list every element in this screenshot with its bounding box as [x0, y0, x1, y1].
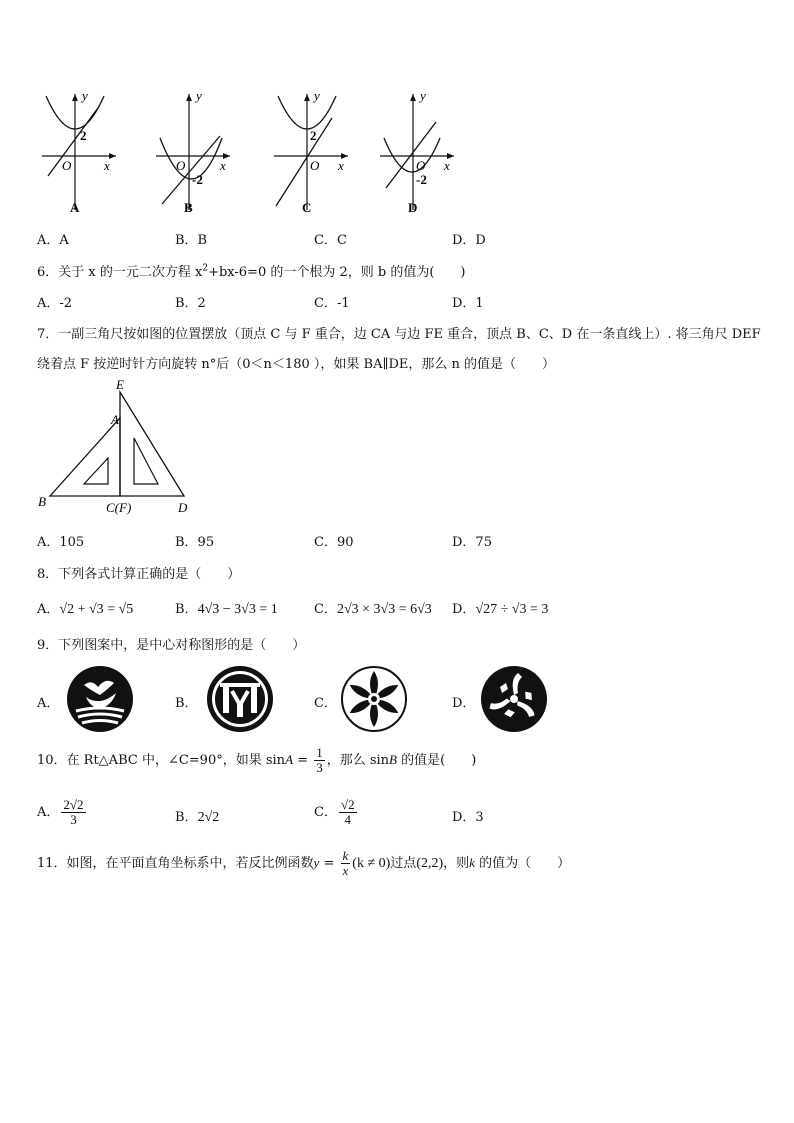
- q8-option-a[interactable]: A．√2 + √3 = √5: [37, 602, 134, 617]
- y-axis-label: y: [196, 88, 202, 103]
- emblem-b-icon: [206, 665, 274, 737]
- label-d: D: [178, 500, 188, 515]
- q9-option-d[interactable]: D．: [452, 696, 476, 711]
- q6-option-b[interactable]: B．2: [175, 296, 206, 311]
- q6-option-d[interactable]: D．1: [452, 296, 484, 311]
- triangle-figure: [36, 378, 206, 518]
- graph-a: [38, 88, 148, 218]
- graph-letter: B: [184, 200, 193, 215]
- q9-option-c[interactable]: C．: [314, 696, 337, 711]
- q6-option-c[interactable]: C．-1: [314, 296, 350, 311]
- q7-option-d[interactable]: D．75: [452, 535, 492, 550]
- q10-option-c[interactable]: C． $\frac{√2}{4}$: [314, 797, 355, 827]
- intercept-label: 2: [80, 128, 87, 143]
- x-axis-label: x: [444, 158, 450, 173]
- q5-option-a[interactable]: A．A: [37, 233, 69, 248]
- y-axis-label: y: [420, 88, 426, 103]
- x-axis-label: x: [104, 158, 110, 173]
- q8-option-b[interactable]: B．4√3 − 3√3 = 1: [175, 602, 278, 617]
- origin-label: O: [62, 158, 72, 173]
- y-axis-label: y: [82, 88, 88, 103]
- q9-option-a[interactable]: A．: [37, 696, 60, 711]
- q8-option-c[interactable]: C．2√3 × 3√3 = 6√3: [314, 602, 432, 617]
- q10-stem: 10．在 Rt△ABC 中，∠C=90°，如果 sinA = $\frac{1}{3}$ ，那么 sinB 的值是( ): [37, 745, 477, 775]
- q10-option-d[interactable]: D．3: [452, 810, 484, 825]
- graph-letter: C: [302, 200, 312, 215]
- q6-stem: 6．关于 x 的一元二次方程 $x^2+bx-6=0$ 的一个根为 2，则 b 的值为( ): [37, 263, 466, 280]
- graph-b: [152, 88, 262, 218]
- x-axis-label: x: [220, 158, 226, 173]
- label-b: B: [38, 494, 46, 509]
- q9-option-b[interactable]: B．: [175, 696, 198, 711]
- intercept-label: 2: [310, 128, 317, 143]
- graph-d: [376, 88, 486, 218]
- q7-stem-line1: 7．一副三角尺按如图的位置摆放（顶点 C 与 F 重合，边 CA 与边 FE 重合，顶点 B、C、D 在一条直线上）. 将三角尺 DEF: [37, 327, 761, 342]
- y-axis-label: y: [314, 88, 320, 103]
- label-e: E: [116, 378, 124, 392]
- q10-option-a[interactable]: A． $\frac{2√2}{3}$: [37, 797, 84, 827]
- intercept-label: -2: [192, 172, 203, 187]
- emblem-d-icon: [480, 665, 548, 737]
- origin-label: O: [176, 158, 186, 173]
- graph-letter: D: [408, 200, 418, 215]
- label-cf: C(F): [106, 500, 132, 515]
- label-a: A: [111, 412, 119, 427]
- origin-label: O: [310, 158, 320, 173]
- q11-stem: 11．如图，在平面直角坐标系中，若反比例函数y = $\frac{k}{x}$ (k ≠ 0)过点(2,2)，则k 的值为（ ）: [37, 848, 571, 878]
- q7-stem-line2: 绕着点 F 按逆时针方向旋转 n°后（0＜n＜180 ），如果 BA∥DE，那么 n 的值是（ ）: [37, 357, 556, 372]
- emblem-c-icon: [340, 665, 408, 737]
- q7-option-b[interactable]: B．95: [175, 535, 215, 550]
- graph-c: [270, 88, 380, 218]
- q7-option-c[interactable]: C．90: [314, 535, 354, 550]
- q5-option-c[interactable]: C．C: [314, 233, 347, 248]
- q8-option-d[interactable]: D．√27 ÷ √3 = 3: [452, 602, 549, 617]
- intercept-label: -2: [416, 172, 427, 187]
- emblem-a-icon: [66, 665, 134, 737]
- x-axis-label: x: [338, 158, 344, 173]
- graph-letter: A: [70, 200, 80, 215]
- origin-label: O: [416, 158, 426, 173]
- q7-option-a[interactable]: A．105: [37, 535, 85, 550]
- q8-stem: 8．下列各式计算正确的是（ ）: [37, 567, 241, 582]
- q9-stem: 9．下列图案中，是中心对称图形的是（ ）: [37, 638, 306, 653]
- q5-option-d[interactable]: D．D: [452, 233, 486, 248]
- q10-option-b[interactable]: B．2√2: [175, 810, 220, 825]
- q5-option-b[interactable]: B．B: [175, 233, 208, 248]
- q6-option-a[interactable]: A．-2: [37, 296, 73, 311]
